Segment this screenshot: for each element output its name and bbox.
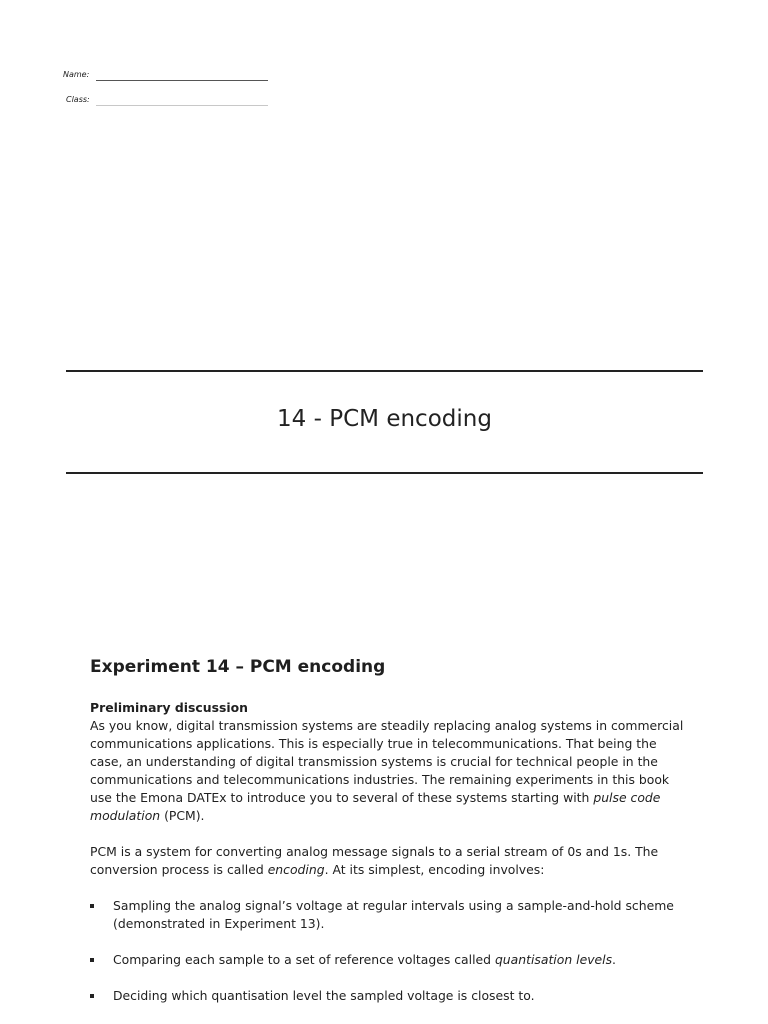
pcm-paragraph bbox=[90, 843, 690, 879]
top-rule bbox=[66, 370, 703, 372]
name-label: Name: bbox=[63, 70, 90, 79]
encoding-steps-list bbox=[90, 897, 690, 1005]
list-item-text: Comparing each sample to a set of reference voltages called bbox=[113, 952, 495, 967]
pcm-text-end: . At its simplest, encoding involves: bbox=[324, 862, 545, 877]
chapter-title: 14 - PCM encoding bbox=[277, 406, 492, 432]
bullet-square-icon bbox=[90, 958, 94, 962]
class-label: Class: bbox=[66, 95, 90, 104]
list-item bbox=[90, 987, 690, 1005]
list-item bbox=[90, 951, 690, 969]
list-item-text: Sampling the analog signal’s voltage at regular intervals using a sample-and-hold scheme (demonstrated in Experiment 13). bbox=[113, 898, 674, 931]
experiment-heading: Experiment 14 – PCM encoding bbox=[90, 657, 386, 677]
list-item bbox=[90, 897, 690, 933]
pcm-emphasis: encoding bbox=[267, 862, 325, 877]
preliminary-discussion-heading: Preliminary discussion bbox=[90, 700, 248, 715]
experiment-content bbox=[90, 655, 690, 1023]
name-input-line[interactable] bbox=[96, 80, 268, 81]
bullet-square-icon bbox=[90, 904, 94, 908]
intro-text: As you know, digital transmission systems are steadily replacing analog systems in commercial communications applications. This is especially true in telecommunications. That being the case, an understanding of digital transmission systems is crucial for technical people in the communications and telecommunications industries. The remaining experiments in this book use the Emona DATEx to introduce you to several of these systems starting with bbox=[90, 718, 684, 805]
intro-text-end: (PCM). bbox=[160, 808, 205, 823]
list-item-emphasis: quantisation levels bbox=[494, 952, 613, 967]
intro-emphasis: pulse code modulation bbox=[90, 790, 661, 823]
class-input-line[interactable] bbox=[96, 105, 268, 106]
list-item-text-end: . bbox=[612, 952, 616, 967]
bullet-square-icon bbox=[90, 994, 94, 998]
bottom-rule bbox=[66, 472, 703, 474]
list-item-text: Deciding which quantisation level the sampled voltage is closest to. bbox=[113, 988, 535, 1003]
pcm-text: PCM is a system for converting analog message signals to a serial stream of 0s and 1s. The conversion process is called bbox=[90, 844, 659, 877]
intro-paragraph bbox=[90, 717, 690, 825]
